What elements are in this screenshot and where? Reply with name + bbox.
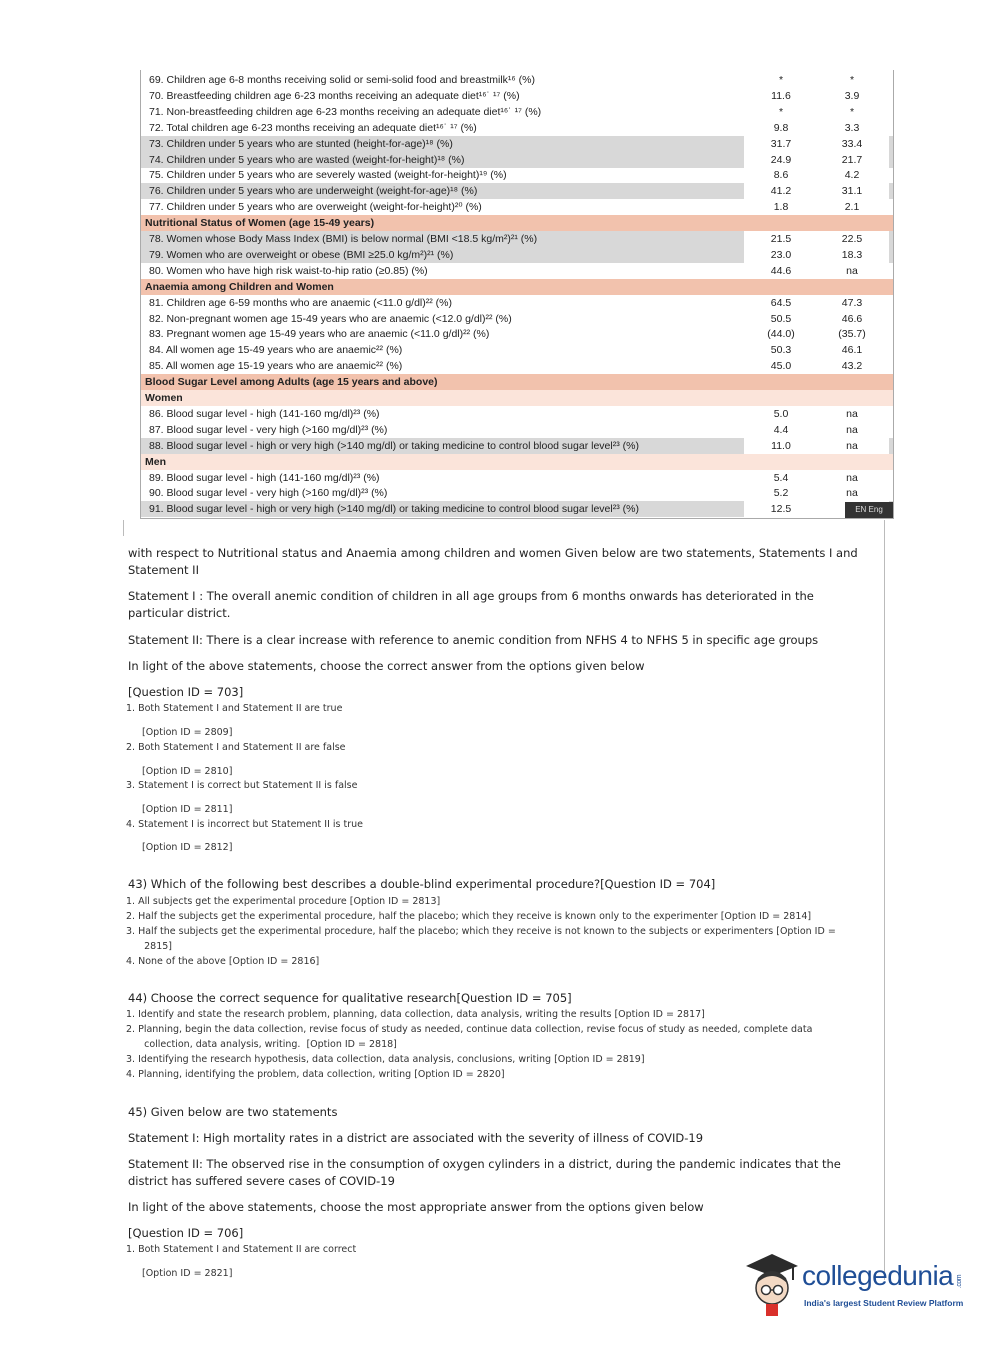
table-row [141,104,893,120]
row-label: 84. All women age 15-49 years who are anaemic²² (%) [149,344,403,357]
nfhs5-value: 5.4 [773,471,789,484]
nfhs5-value: 5.2 [773,487,789,500]
q44-option-1[interactable]: 1. Identify and state the research problem, planning, data collection, data analysis, writing the results [Option ID = 2817] [126,1009,705,1020]
nfhs5-value: 24.9 [770,153,792,166]
nfhs4-value: na [846,471,858,484]
nfhs4-value: na [846,423,858,436]
row-label: 70. Breastfeeding children age 6-23 months receiving an adequate diet¹⁶˙ ¹⁷ (%) [149,89,520,102]
q44-options [126,1007,866,1082]
nfhs5-value: 44.6 [770,264,792,277]
language-badge: EN Eng [845,502,893,518]
row-label: 80. Women who have high risk waist-to-hip ratio (≥0.85) (%) [149,264,428,277]
row-label: Men [145,455,166,468]
row-label: 83. Pregnant women age 15-49 years who are anaemic (<11.0 g/dl)²² (%) [149,328,490,341]
table-row [141,167,893,183]
nfhs5-value: 12.5 [770,503,792,516]
q45-option-1[interactable]: 1. Both Statement I and Statement II are correct [126,1244,357,1255]
row-label: 91. Blood sugar level - high or very high (>140 mg/dl) or taking medicine to control blood sugar level²³ (%) [149,503,639,516]
logo-wordmark: collegedunia .com [802,1260,964,1291]
nfhs4-value: * [849,74,855,86]
q42-option-4-id: [Option ID = 2812] [142,842,233,853]
row-label: 69. Children age 6-8 months receiving solid or semi-solid food and breastmilk¹⁶ (%) [149,74,535,86]
table-subsection-header [141,390,893,406]
q43-options [126,894,866,969]
nfhs5-value: 41.2 [770,185,792,198]
q42-option-2[interactable]: 2. Both Statement I and Statement II are false [126,742,346,753]
row-label: Blood Sugar Level among Adults (age 15 years and above) [145,376,438,389]
table-row [141,470,893,486]
table-row [141,263,893,279]
nfhs4-value: 18.3 [841,248,863,261]
nfhs5-value: 50.5 [770,312,792,325]
nfhs5-value: 5.0 [773,407,789,420]
table-row [141,358,893,374]
row-label: 85. All women age 15-19 years who are anaemic²² (%) [149,360,403,373]
q42-option-3-id: [Option ID = 2811] [142,804,233,815]
row-label: 75. Children under 5 years who are severely wasted (weight-for-height)¹⁹ (%) [149,169,507,182]
nfhs4-value: * [849,105,855,118]
mascot-icon [742,1250,800,1320]
nfhs4-value: 33.4 [841,137,863,150]
table-row [141,88,893,104]
row-label: 76. Children under 5 years who are underweight (weight-for-age)¹⁸ (%) [149,185,478,198]
table-row [141,311,893,327]
nfhs4-value: 4.2 [844,169,860,182]
nfhs4-value: 22.5 [841,233,863,245]
nfhs4-value: 21.7 [841,153,863,166]
nfhs4-value: na [846,407,858,420]
table-row [141,120,893,136]
q44-option-4[interactable]: 4. Planning, identifying the problem, data collection, writing [Option ID = 2820] [126,1069,505,1080]
nfhs5-value: 11.6 [771,89,791,102]
table-section-header [141,279,893,295]
nfhs4-value: 46.1 [841,344,863,357]
q42-prompt: In light of the above statements, choose the correct answer from the options given below [128,659,645,673]
q42-option-1-id: [Option ID = 2809] [142,727,233,738]
row-label: 72. Total children age 6-23 months receiving an adequate diet¹⁶˙ ¹⁷ (%) [149,121,477,134]
q43-title: 43) Which of the following best describes a double-blind experimental procedure?[Question ID = 704] [128,877,716,891]
q42-option-2-id: [Option ID = 2810] [142,766,233,777]
table-row [141,326,893,342]
q42-statement-2: Statement II: There is a clear increase with reference to anemic condition from NFHS 4 to NFHS 5 in specific age groups [128,633,819,647]
q43-option-3-cont: 2815] [126,941,173,952]
table-row [141,231,893,247]
table-subsection-header [141,454,893,470]
table-row [141,422,893,438]
nfhs5-value: 31.7 [770,137,792,150]
nfhs5-value: 11.0 [771,439,791,452]
row-label: 74. Children under 5 years who are wasted (weight-for-height)¹⁸ (%) [149,153,465,166]
q42-option-3[interactable]: 3. Statement I is correct but Statement II is false [126,780,358,791]
table-row [141,485,893,501]
nfhs4-value: na [846,487,858,500]
q45-statement-2: Statement II: The observed rise in the consumption of oxygen cylinders in a district, during the pandemic indicates that the district has suffered severe cases of COVID-19 [128,1157,841,1188]
q43-option-3[interactable]: 3. Half the subjects get the experimental procedure, half the placebo; which they receive is not known to the subjects or experimenters [Option ID = [126,926,836,937]
left-rule [123,520,124,536]
row-label: 77. Children under 5 years who are overweight (weight-for-height)²⁰ (%) [149,201,482,214]
q45-option-1-id: [Option ID = 2821] [142,1268,233,1279]
q42-intro: with respect to Nutritional status and Anaemia among children and women Given below are two statements, Statements I and Statement II [128,546,858,577]
nfhs5-value: * [778,74,784,86]
q44-option-2[interactable]: 2. Planning, begin the data collection, revise focus of study as needed, continue data collection, revise focus of study as needed, complete data [126,1024,813,1035]
table-row [141,501,893,517]
logo-suffix: .com [956,1274,964,1289]
table-row [141,199,893,215]
q43-option-2[interactable]: 2. Half the subjects get the experimental procedure, half the placebo; which they receive is known only to the experimenter [Option ID = 2814] [126,911,812,922]
nfhs4-value: 2.1 [844,201,860,214]
q45-question-id: [Question ID = 706] [128,1226,244,1240]
nfhs5-value: 4.4 [773,423,789,436]
nfhs5-value: * [778,105,784,118]
row-label: 78. Women whose Body Mass Index (BMI) is below normal (BMI <18.5 kg/m²)²¹ (%) [149,233,538,245]
collegedunia-logo[interactable] [742,1250,972,1320]
nfhs4-value: 3.9 [844,89,860,102]
q45-title: 45) Given below are two statements [128,1105,338,1119]
nfhs5-value: 1.8 [773,201,789,214]
table-row [141,136,893,152]
table-section-header [141,374,893,390]
table-row [141,342,893,358]
table-row [141,406,893,422]
row-label: 79. Women who are overweight or obese (BMI ≥25.0 kg/m²)²¹ (%) [149,248,454,261]
nfhs4-value: (35.7) [838,328,866,341]
nfhs4-value: na [846,439,858,452]
row-label: 82. Non-pregnant women age 15-49 years who are anaemic (<12.0 g/dl)²² (%) [149,312,512,325]
q42-statement-1: Statement I : The overall anemic condition of children in all age groups from 6 months onwards has deteriorated in the particular district. [128,589,814,620]
q44-option-2-cont: collection, data analysis, writing. [Option ID = 2818] [126,1039,397,1050]
nfhs4-value: 47.3 [841,296,863,309]
row-label: Nutritional Status of Women (age 15-49 years) [145,217,375,230]
row-label: 81. Children age 6-59 months who are anaemic (<11.0 g/dl)²² (%) [149,296,452,309]
q43-option-1[interactable]: 1. All subjects get the experimental procedure [Option ID = 2813] [126,896,441,907]
q42-option-1[interactable]: 1. Both Statement I and Statement II are true [126,703,343,714]
nfhs5-value: 9.8 [773,121,789,134]
nfhs5-value: 45.0 [770,360,792,373]
q44-option-3[interactable]: 3. Identifying the research hypothesis, data collection, data analysis, conclusions, writing [Option ID = 2819] [126,1054,645,1065]
row-label: 87. Blood sugar level - very high (>160 mg/dl)²³ (%) [149,423,388,436]
nfhs5-value: 8.6 [773,169,789,182]
row-label: 73. Children under 5 years who are stunted (height-for-age)¹⁸ (%) [149,137,453,150]
nfhs5-value: 23.0 [770,248,792,261]
q42-question-id: [Question ID = 703] [128,685,244,699]
table-row [141,438,893,454]
nfhs-table [140,70,894,519]
row-label: 86. Blood sugar level - high (141-160 mg/dl)²³ (%) [149,407,380,420]
table-row [141,247,893,263]
table-section-header [141,215,893,231]
nfhs4-value: 46.6 [841,312,863,325]
nfhs5-value: 64.5 [770,296,792,309]
nfhs5-value: 21.5 [770,233,792,245]
q42-option-4[interactable]: 4. Statement I is incorrect but Statement II is true [126,819,364,830]
row-label: Anaemia among Children and Women [145,280,334,293]
row-label: 88. Blood sugar level - high or very high (>140 mg/dl) or taking medicine to control blood sugar level²³ (%) [149,439,639,452]
row-label: 71. Non-breastfeeding children age 6-23 months receiving an adequate diet¹⁶˙ ¹⁷ (%) [149,105,542,118]
table-row [141,72,893,88]
q45-statement-1: Statement I: High mortality rates in a district are associated with the severity of illness of COVID-19 [128,1131,704,1145]
row-label: 90. Blood sugar level - very high (>160 mg/dl)²³ (%) [149,487,388,500]
logo-tagline: India's largest Student Review Platform [804,1298,964,1308]
q44-title: 44) Choose the correct sequence for qualitative research[Question ID = 705] [128,991,572,1005]
row-label: Women [145,392,183,404]
table-row [141,183,893,199]
nfhs5-value: 50.3 [770,344,792,357]
row-label: 89. Blood sugar level - high (141-160 mg/dl)²³ (%) [149,471,380,484]
nfhs4-value: 43.2 [841,360,863,373]
nfhs4-value: 3.3 [844,121,860,134]
q45-prompt: In light of the above statements, choose the most appropriate answer from the options given below [128,1200,704,1214]
nfhs5-value: (44.0) [767,328,795,341]
table-row [141,152,893,168]
nfhs4-value: na [846,264,858,277]
table-row [141,295,893,311]
nfhs4-value: 31.1 [841,185,863,198]
q43-option-4[interactable]: 4. None of the above [Option ID = 2816] [126,956,320,967]
